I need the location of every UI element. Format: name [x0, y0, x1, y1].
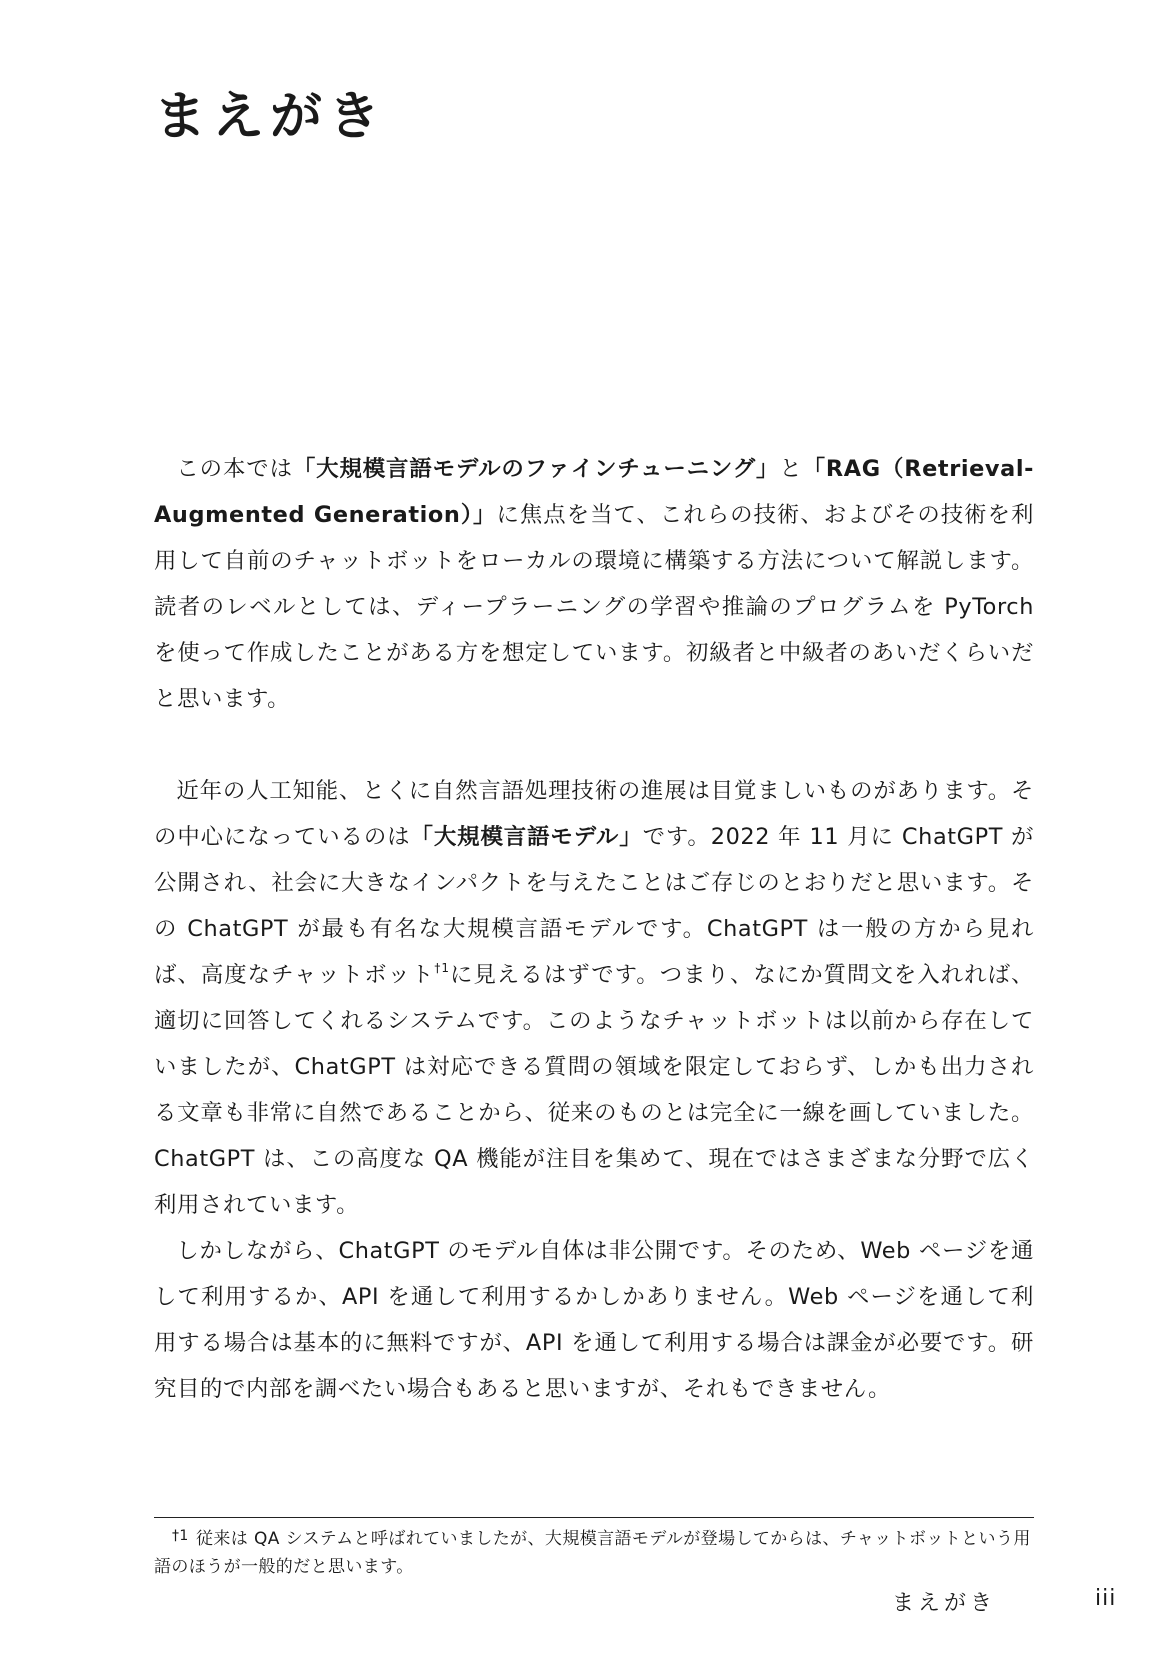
- text-run: に焦点を当て、これらの技術、およびその技術を利用して自前のチャットボットをローカルの環境に構築する方法について解説します。読者のレベルとしては、ディープラーニングの学習や推論のプログラムを PyTorch を使って作成したことがある方を想定しています。初級者と中級者のあいだくらいだと思います。: [154, 502, 1034, 712]
- footnote: [154, 1522, 1034, 1581]
- paragraph-llm: [154, 768, 1034, 1228]
- text-run: と: [779, 456, 803, 482]
- page-title: まえがき: [154, 87, 387, 147]
- running-footer: まえがき: [892, 1591, 997, 1616]
- footnote-mark: †1: [172, 1528, 189, 1544]
- text-run: この本では: [176, 456, 293, 482]
- paragraph-closed-model: [154, 1228, 1034, 1412]
- footnote-text: 従来は QA システムと呼ばれていましたが、大規模言語モデルが登場してからは、チャットボットという用語のほうが一般的だと思います。: [154, 1529, 1031, 1577]
- emphasis-llm: 「大規模言語モデル」: [410, 824, 643, 850]
- text-run: に見えるはずです。つまり、なにか質問文を入れれば、適切に回答してくれるシステムです。このようなチャットボットは以前から存在していましたが、ChatGPT は対応できる質問の領域を限定しておらず、しかも出力される文章も非常に自然であることから、従来のものとは完全に一線を画していました。ChatGPT は、この高度な QA 機能が注目を集めて、現在ではさまざまな分野で広く利用されています。: [154, 962, 1034, 1218]
- emphasis-rag: 「RAG（Retrieval-Augmented Generation）」: [154, 456, 1034, 528]
- body-text: [154, 446, 1034, 1412]
- text-run: 近年の人工知能、とくに自然言語処理技術の進展は目覚ましいものがあります。その中心になっているのは: [154, 778, 1034, 850]
- paragraph-intro: [154, 446, 1034, 722]
- footnote-reference[interactable]: †1: [434, 961, 450, 975]
- text-run: です。2022 年 11 月に ChatGPT が公開され、社会に大きなインパクトを与えたことはご存じのとおりだと思います。その ChatGPT が最も有名な大規模言語モデルです。ChatGPT は一般の方から見れば、高度なチャットボット: [154, 824, 1035, 988]
- emphasis-finetuning: 「大規模言語モデルのファインチューニング」: [292, 456, 780, 482]
- footnote-divider: [154, 1517, 1034, 1518]
- text-run: しかしながら、ChatGPT のモデル自体は非公開です。そのため、Web ページを通して利用するか、API を通して利用するかしかありません。Web ページを通して利用する場合は基本的に無料ですが、API を通して利用する場合は課金が必要です。研究目的で内部を調べたい場合もあると思いますが、それもできません。: [154, 1238, 1034, 1402]
- page-number: iii: [1095, 1586, 1117, 1611]
